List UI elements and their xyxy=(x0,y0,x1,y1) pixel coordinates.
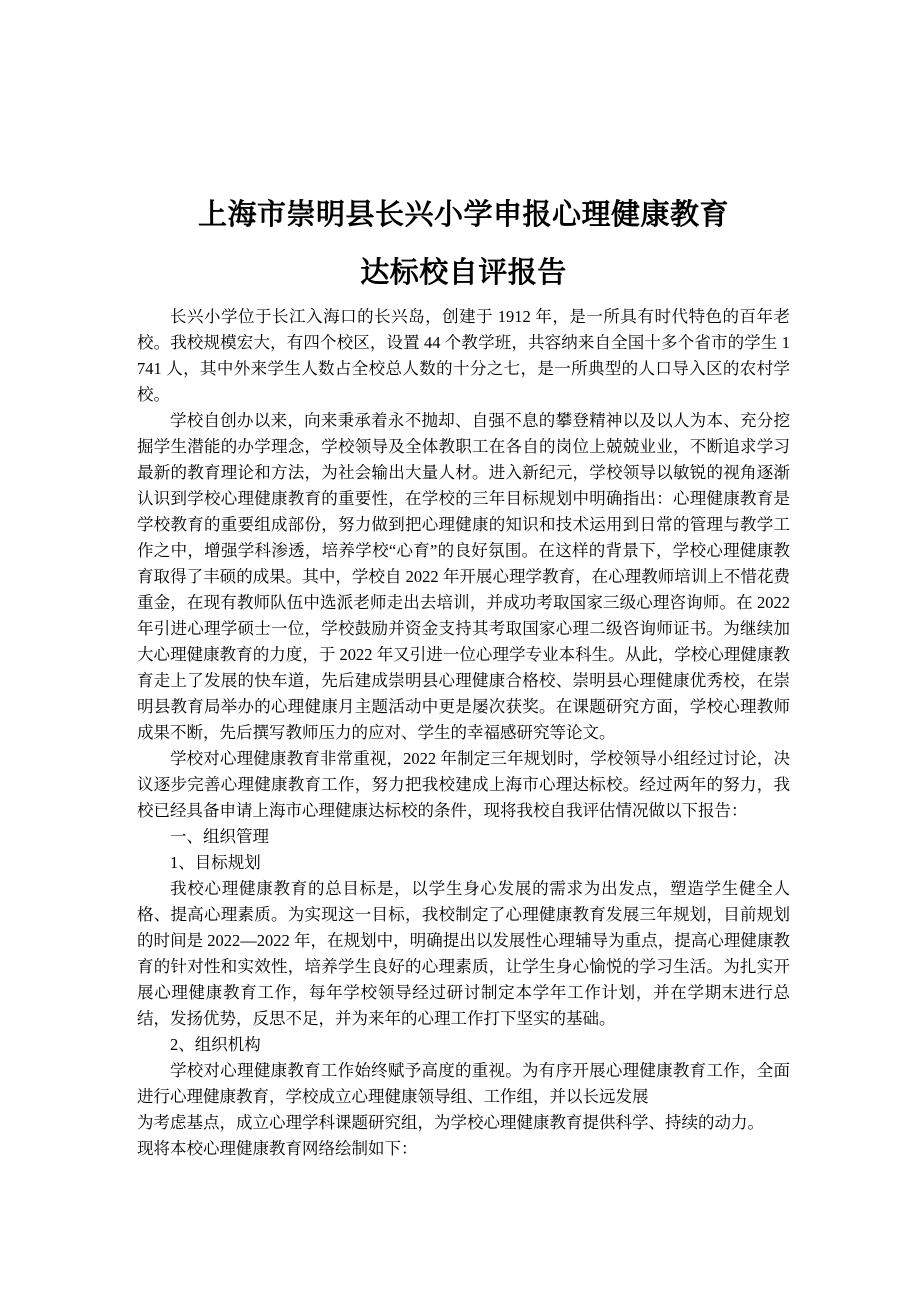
paragraph: 我校心理健康教育的总目标是，以学生身心发展的需求为出发点，塑造学生健全人格、提高心理素质。为实现这一目标，我校制定了心理健康教育发展三年规划，目前规划的时间是 2022—2022 年，在规划中，明确提出以发展性心理辅导为重点，提高心理健康教育的针对性和实效性，培养学生良好的心理素质，让学生身心愉悦的学习生活。为扎实开展心理健康教育工作，每年学校领导经过研讨制定本学年工作计划，并在学期末进行总结，发扬优势，反思不足，并为来年的心理工作打下坚实的基础。 xyxy=(137,879,790,1028)
paragraph: 现将本校心理健康教育网络绘制如下： xyxy=(137,1139,418,1158)
paragraph: 长兴小学位于长江入海口的长兴岛，创建于 1912 年，是一所具有时代特色的百年老校。我校规模宏大，有四个校区，设置 44 个教学班，共容纳来自全国十多个省市的学生 1741 人，其中外来学生人数占全校总人数的十分之七，是一所典型的人口导入区的农村学校。 xyxy=(137,307,790,404)
sub-heading: 2、组织机构 xyxy=(170,1035,261,1054)
document-body xyxy=(137,304,790,1162)
sub-heading: 1、目标规划 xyxy=(170,853,261,872)
paragraph: 学校对心理健康教育工作始终赋予高度的重视。为有序开展心理健康教育工作，全面进行心理健康教育，学校成立心理健康领导组、工作组，并以长远发展 xyxy=(137,1061,790,1106)
document-title xyxy=(137,186,790,302)
paragraph: 学校对心理健康教育非常重视，2022 年制定三年规划时，学校领导小组经过讨论，决议逐步完善心理健康教育工作，努力把我校建成上海市心理达标校。经过两年的努力，我校已经具备申请上海市心理健康达标校的条件，现将我校自我评估情况做以下报告： xyxy=(137,749,790,820)
section-heading: 一、组织管理 xyxy=(170,827,269,846)
paragraph: 为考虑基点，成立心理学科课题研究组，为学校心理健康教育提供科学、持续的动力。 xyxy=(137,1113,764,1132)
document-title-line-2: 达标校自评报告 xyxy=(360,257,567,289)
paragraph: 学校自创办以来，向来秉承着永不抛却、自强不息的攀登精神以及以人为本、充分挖掘学生潜能的办学理念，学校领导及全体教职工在各自的岗位上兢兢业业，不断追求学习最新的教育理论和方法，为社会输出大量人材。进入新纪元，学校领导以敏锐的视角逐渐认识到学校心理健康教育的重要性，在学校的三年目标规划中明确指出：心理健康教育是学校教育的重要组成部份，努力做到把心理健康的知识和技术运用到日常的管理与教学工作之中，增强学科渗透，培养学校“心育”的良好氛围。在这样的背景下，学校心理健康教育取得了丰硕的成果。其中，学校自 2022 年开展心理学教育，在心理教师培训上不惜花费重金，在现有教师队伍中选派老师走出去培训，并成功考取国家三级心理咨询师。在 2022 年引进心理学硕士一位，学校鼓励并资金支持其考取国家心理二级咨询师证书。为继续加大心理健康教育的力度，于 2022 年又引进一位心理学专业本科生。从此，学校心理健康教育走上了发展的快车道，先后建成崇明县心理健康合格校、崇明县心理健康优秀校，在崇明县教育局举办的心理健康月主题活动中更是屡次获奖。在课题研究方面，学校心理教师成果不断，先后撰写教师压力的应对、学生的幸福感研究等论文。 xyxy=(137,411,790,742)
document-title-line-1: 上海市崇明县长兴小学申报心理健康教育 xyxy=(197,199,729,231)
